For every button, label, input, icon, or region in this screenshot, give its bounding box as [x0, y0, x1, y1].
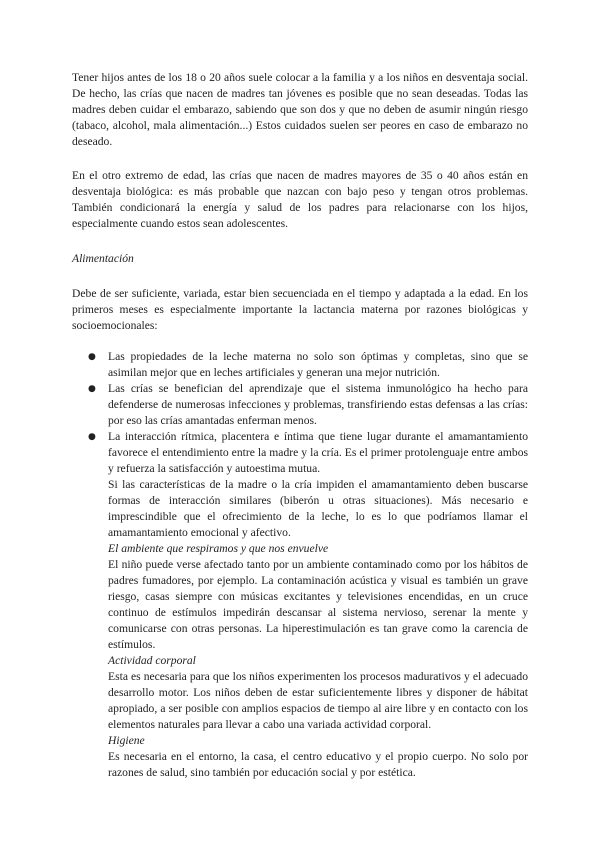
section-title-alimentacion: Alimentación	[72, 252, 134, 265]
paragraph-older-mothers: En el otro extremo de edad, las crías que nacen de madres mayores de 35 o 40 años están en desventaja biológica: es más probable que nazcan con bajo peso y tengan otros problemas. También condicionará la energía y salud de los padres para relacionarse con los hijos, especialmente cuando estos sean adolescentes.	[72, 169, 528, 230]
subsection-title-actividad: Actividad corporal	[108, 654, 196, 667]
subsection-text-ambiente: El niño puede verse afectado tanto por un ambiente contaminado como por los hábitos de padres fumadores, por ejemplo. La contaminación acústica y visual es también un grave riesgo, casas siempre con músicas excitantes y televisiones encendidas, en un cruce continuo de estímulos impedirán descansar al sistema nervioso, serenar la mente y comunicarse con otras personas. La hiperestimulación es tan grave como la carencia de estímulos.	[108, 558, 528, 651]
list-item-text: Las crías se benefician del aprendizaje que el sistema inmunológico ha hecho para defenderse de numerosas infecciones y problemas, transfiriendo estas defensas a las crías: por eso las crías amantadas enferman menos.	[108, 382, 528, 427]
paragraph-amamantamiento-continuation: Si las características de la madre o la cría impiden el amamantamiento deben buscarse formas de interacción similares (biberón u otras situaciones). Más necesario e imprescindible que el ofrecimiento de la leche, lo es lo que podríamos llamar el amamantamiento emocional y afectivo.	[108, 478, 528, 539]
list-item	[88, 429, 528, 477]
list-item	[88, 381, 528, 429]
indented-block	[72, 477, 528, 781]
subsection-text-actividad: Esta es necesaria para que los niños experimenten los procesos madurativos y el adecuado desarrollo motor. Los niños deben de estar suficientemente libres y disponer de hábitat apropiado, a ser posible con amplios espacios de tiempo al aire libre y en contacto con los elementos naturales para llevar a cabo una variada actividad corporal.	[108, 670, 528, 731]
list-item-text: La interacción rítmica, placentera e íntima que tiene lugar durante el amamantamiento favorece el entendimiento entre la madre y la cría. Es el primer protolenguaje entre ambos y refuerza la satisfacción y autoestima mutua.	[108, 430, 528, 475]
list-item-text: Las propiedades de la leche materna no solo son óptimas y completas, sino que se asimilan mejor que en leches artificiales y generan una mejor nutrición.	[108, 350, 528, 379]
bullet-icon: ●	[88, 384, 96, 394]
subsection-title-ambiente: El ambiente que respiramos y que nos envuelve	[108, 542, 329, 555]
bullet-list	[72, 349, 528, 477]
subsection-title-higiene: Higiene	[108, 734, 145, 747]
list-item	[88, 349, 528, 381]
bullet-icon: ●	[88, 352, 96, 362]
paragraph-alimentacion-intro: Debe de ser suficiente, variada, estar bien secuenciada en el tiempo y adaptada a la edad. En los primeros meses es especialmente importante la lactancia materna por razones biológicas y socioemocionales:	[72, 287, 528, 332]
bullet-icon: ●	[88, 432, 96, 442]
paragraph-young-mothers: Tener hijos antes de los 18 o 20 años suele colocar a la familia y a los niños en desventaja social. De hecho, las crías que nacen de madres tan jóvenes es posible que no sean deseadas. Todas las madres deben cuidar el embarazo, sabiendo que son dos y que no deben de asumir ningún riesgo (tabaco, alcohol, mala alimentación...) Estos cuidados suelen ser peores en caso de embarazo no deseado.	[72, 71, 528, 148]
subsection-text-higiene: Es necesaria en el entorno, la casa, el centro educativo y el propio cuerpo. No solo por razones de salud, sino también por educación social y por estética.	[108, 750, 528, 779]
